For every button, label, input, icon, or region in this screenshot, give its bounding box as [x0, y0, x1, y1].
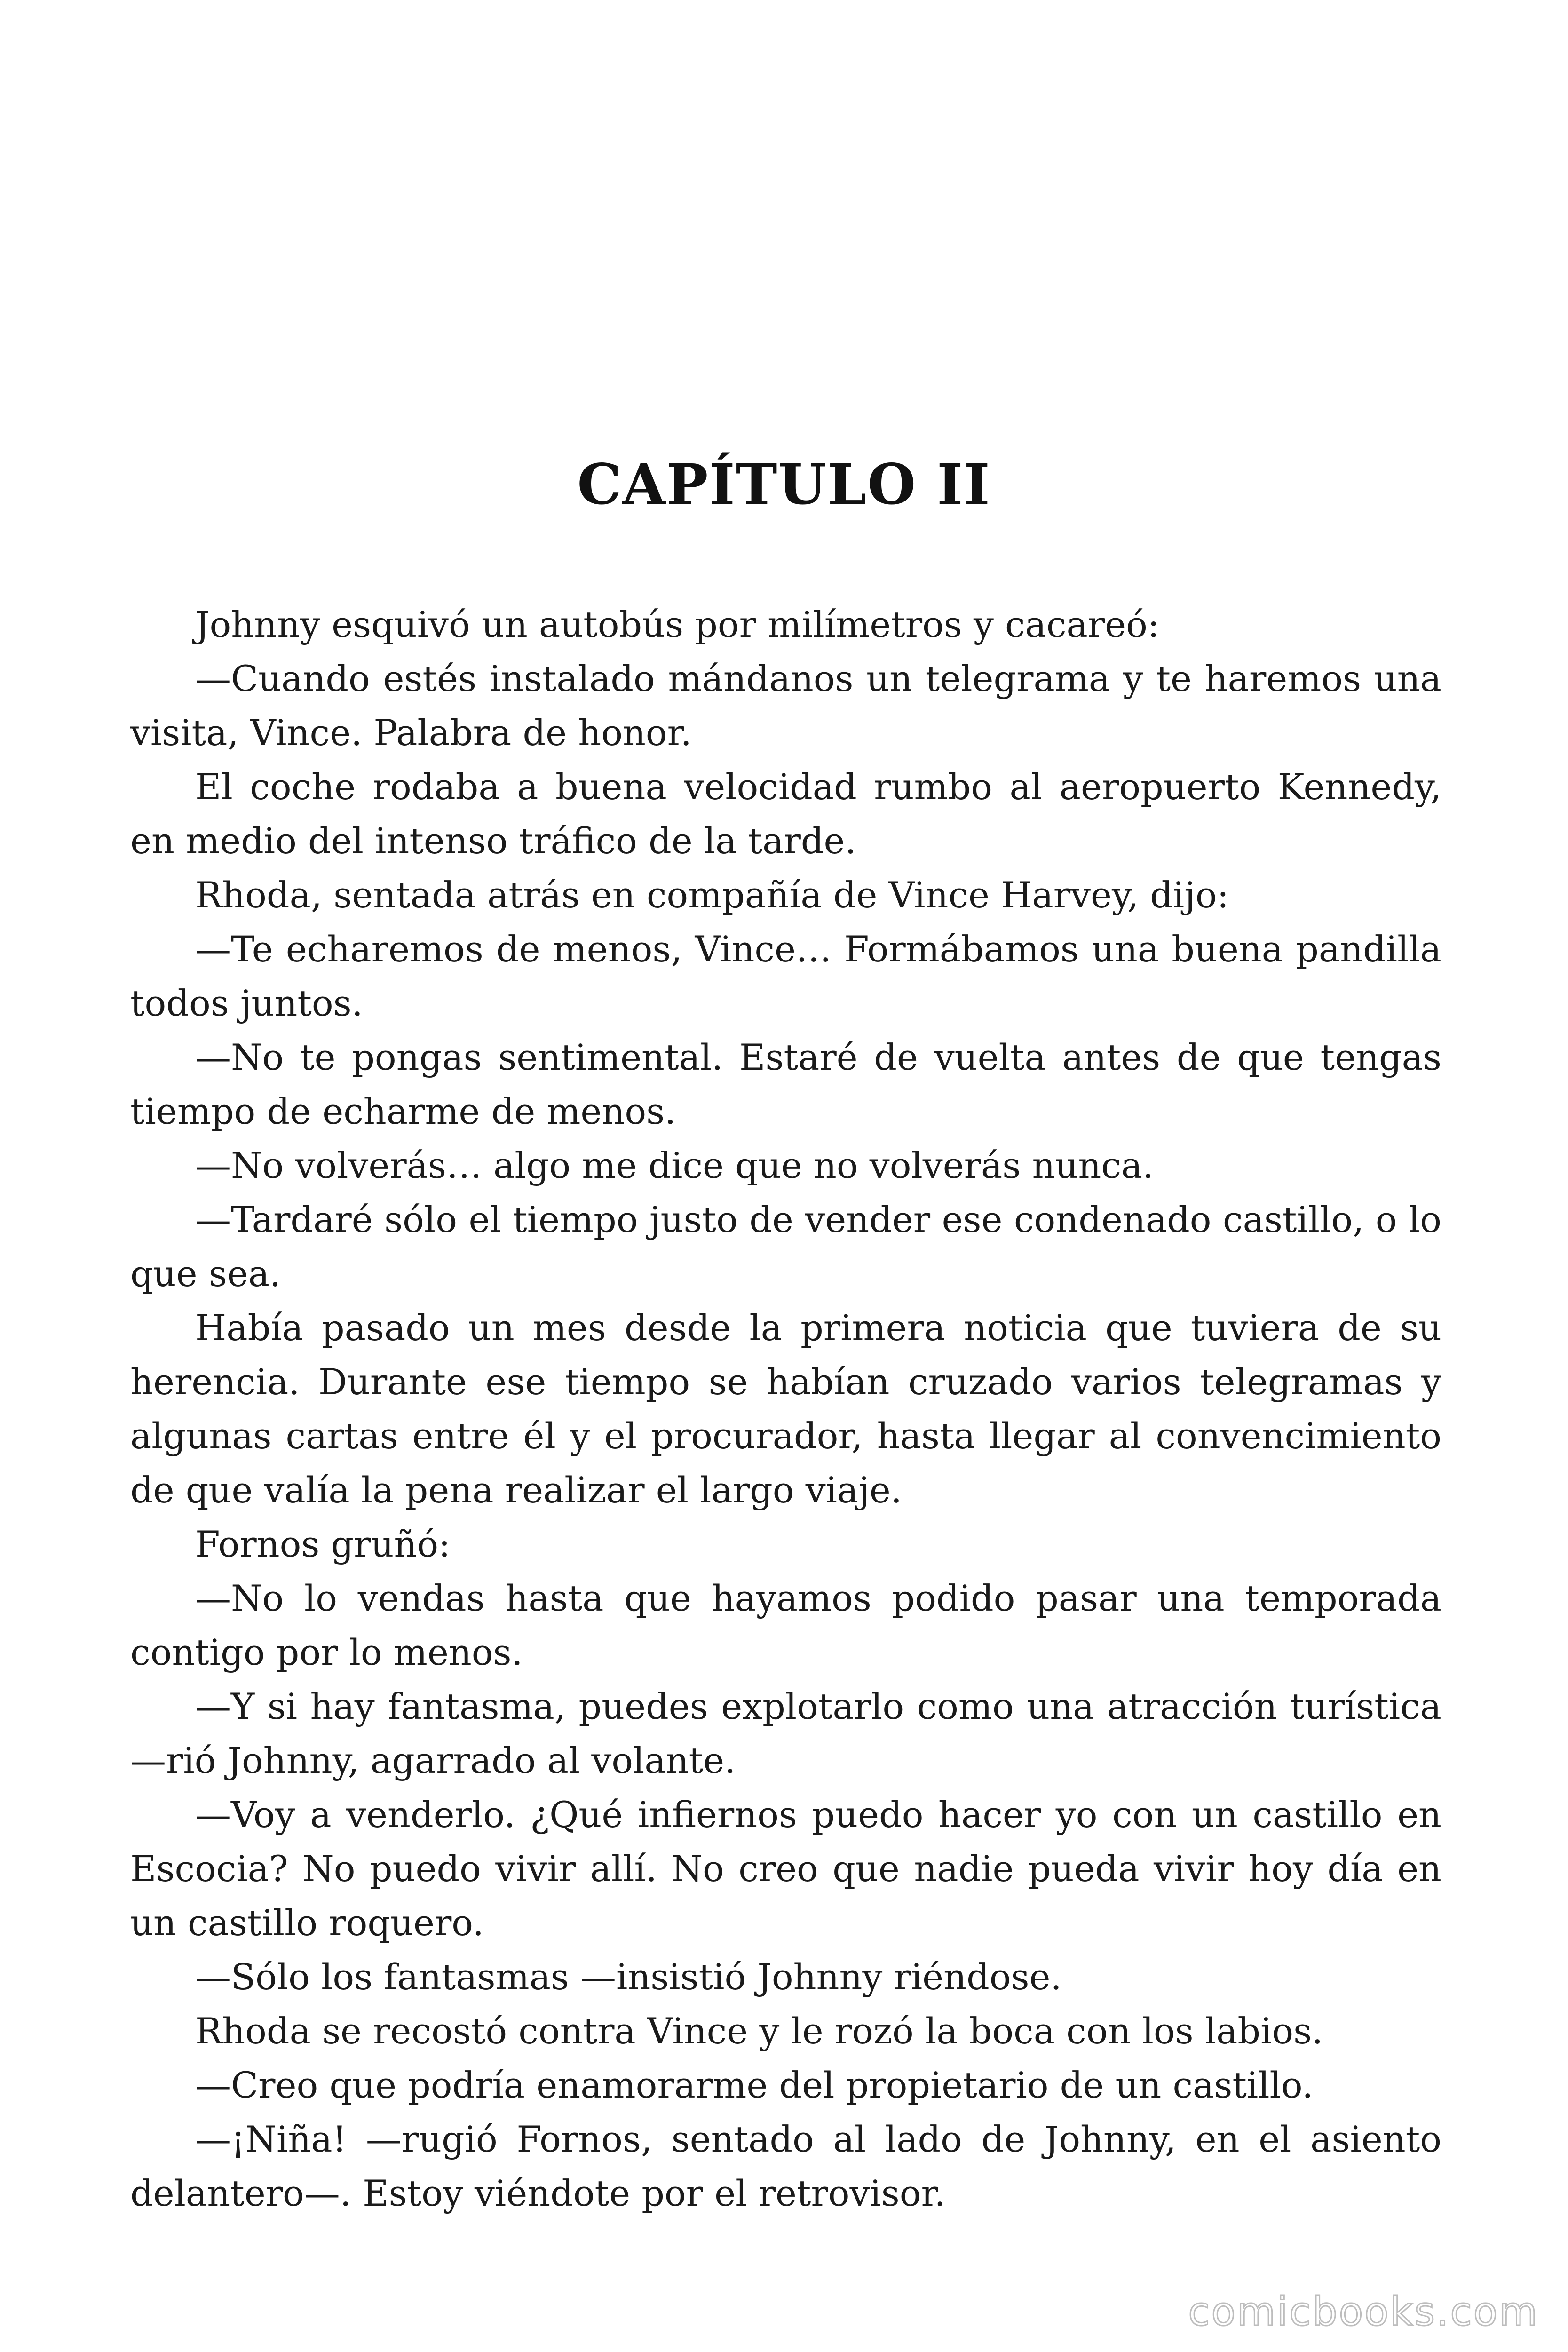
paragraph: —Tardaré sólo el tiempo justo de vender ese condenado castillo, o lo que sea. — [130, 1199, 1441, 1295]
paragraph: —Creo que podría enamorarme del propietario de un castillo. — [195, 2064, 1314, 2106]
paragraph: —Te echaremos de menos, Vince… Formábamos una buena pandilla todos juntos. — [130, 928, 1441, 1024]
paragraph: Había pasado un mes desde la primera noticia que tuviera de su herencia. Durante ese tiempo se habían cruzado varios telegramas y algunas cartas entre él y el procurador, hasta llegar al convencimiento de que valía la pena realizar el largo viaje. — [130, 1307, 1441, 1511]
paragraph: —No te pongas sentimental. Estaré de vuelta antes de que tengas tiempo de echarme de menos. — [130, 1036, 1441, 1132]
paragraph: Rhoda, sentada atrás en compañía de Vince Harvey, dijo: — [195, 874, 1229, 916]
paragraph: —Cuando estés instalado mándanos un telegrama y te haremos una visita, Vince. Palabra de honor. — [130, 658, 1441, 754]
paragraph: —Y si hay fantasma, puedes explotarlo como una atracción turística —rió Johnny, agarrado al volante. — [130, 1685, 1441, 1781]
paragraph: Rhoda se recostó contra Vince y le rozó la boca con los labios. — [195, 2010, 1323, 2052]
paragraph: —¡Niña! —rugió Fornos, sentado al lado de Johnny, en el asiento delantero—. Estoy viéndote por el retrovisor. — [130, 2118, 1441, 2214]
body-text — [130, 597, 1441, 2220]
watermark: comicbooks.com — [1188, 2288, 1539, 2335]
paragraph: —Sólo los fantasmas —insistió Johnny riéndose. — [195, 1956, 1062, 1998]
paragraph: —No volverás… algo me dice que no volverás nunca. — [195, 1144, 1154, 1186]
paragraph: Fornos gruñó: — [195, 1523, 451, 1565]
paragraph: —No lo vendas hasta que hayamos podido pasar una temporada contigo por lo menos. — [130, 1577, 1441, 1673]
chapter-title: CAPÍTULO II — [577, 452, 991, 517]
paragraph: Johnny esquivó un autobús por milímetros y cacareó: — [195, 604, 1160, 645]
paragraph: El coche rodaba a buena velocidad rumbo al aeropuerto Kennedy, en medio del intenso tráfico de la tarde. — [130, 766, 1441, 862]
paragraph: —Voy a venderlo. ¿Qué infiernos puedo hacer yo con un castillo en Escocia? No puedo vivir allí. No creo que nadie pueda vivir hoy día en un castillo roquero. — [130, 1794, 1441, 1944]
